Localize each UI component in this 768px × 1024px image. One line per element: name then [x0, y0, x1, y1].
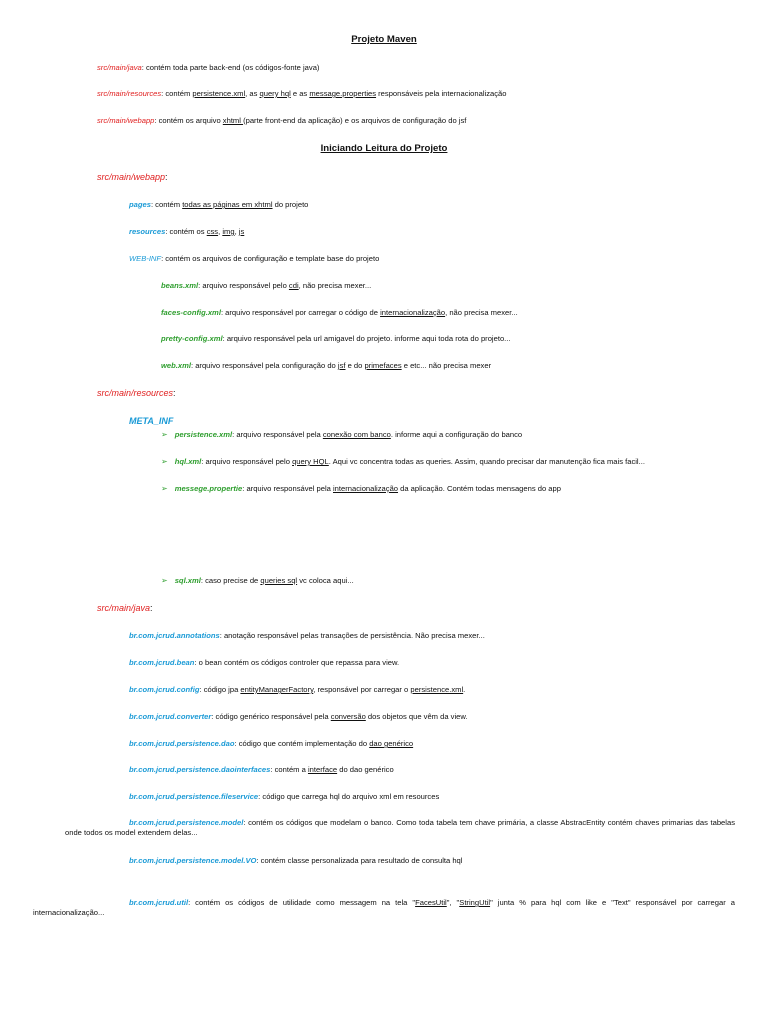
file-name: beans.xml	[161, 281, 199, 290]
underlined-term: dao genérico	[369, 739, 414, 748]
underlined-term: StringUtil	[459, 898, 491, 907]
top-item-webapp	[97, 116, 466, 126]
package-persistence-dao	[129, 739, 413, 749]
package-name: br.com.jcrud.persistence.dao	[129, 739, 235, 748]
description: : contém classe personalizada para resultado de consulta hql	[256, 856, 463, 865]
underlined-term: conexão com banco	[322, 430, 391, 439]
package-name: br.com.jcrud.persistence.fileservice	[129, 792, 259, 801]
description: , as	[245, 89, 260, 98]
description: responsáveis pela internacionalização	[376, 89, 507, 98]
underlined-term: query HQL	[292, 457, 329, 466]
underlined-term: entityManagerFactory	[240, 685, 314, 694]
description: : contém os arquivos de configuração e template base do projeto	[161, 254, 380, 263]
description: , não precisa mexer...	[445, 308, 518, 317]
file-hql-xml	[161, 457, 645, 467]
description: : código que carrega hql do arquivo xml em resources	[258, 792, 440, 801]
underlined-term: cdi	[288, 281, 299, 290]
underlined-term: conversão	[330, 712, 366, 721]
file-sql-xml	[161, 576, 354, 586]
description: ,	[218, 227, 223, 236]
description: : anotação responsável pelas transações de persistência. Não precisa mexer...	[219, 631, 485, 640]
folder-name: WEB-INF	[129, 254, 162, 263]
section-header-label: src/main/webapp	[97, 172, 166, 182]
folder-name: pages	[129, 200, 151, 209]
section-header-label: src/main/java	[97, 603, 151, 613]
file-messege-propertie	[161, 484, 561, 494]
description: do projeto	[272, 200, 309, 209]
description: , não precisa mexer...	[298, 281, 372, 290]
underlined-term: queries sql	[260, 576, 298, 585]
underlined-term: persistence.xml	[410, 685, 464, 694]
underlined-term: todas as páginas em xhtml	[182, 200, 273, 209]
underlined-term: css	[206, 227, 219, 236]
arrow-bullet-icon: ➢	[161, 576, 168, 585]
folder-meta-inf: META_INF	[129, 416, 174, 426]
folder-name: resources	[129, 227, 166, 236]
description: . Aqui vc concentra todas as queries. Assim, quando precisar dar manutenção fica mais facil...	[328, 457, 645, 466]
description: : contém toda parte back-end (os códigos-fonte java)	[141, 63, 320, 72]
description: : contém os códigos que modelam o banco. Como toda tabela tem chave primária, a classe AbstracEntity contém chaves primarias das tabelas onde todos os model extendem delas...	[65, 818, 735, 837]
section-header-resources: src/main/resources:	[97, 388, 176, 398]
description: ", "	[446, 898, 460, 907]
description: : arquivo responsável pelo	[198, 281, 289, 290]
file-name: pretty-config.xml	[161, 334, 223, 343]
arrow-bullet-icon: ➢	[161, 484, 168, 493]
file-name: sql.xml	[174, 576, 201, 585]
description: : arquivo responsável por carregar o código de	[220, 308, 381, 317]
description: : o bean contém os códigos controler que repassa para view.	[194, 658, 400, 667]
path-label: src/main/java	[97, 63, 142, 72]
description: . informe aqui a configuração do banco	[390, 430, 523, 439]
package-persistence-model	[65, 818, 735, 838]
underlined-term: xhtml	[222, 116, 244, 125]
file-name: persistence.xml	[174, 430, 233, 439]
package-name: br.com.jcrud.persistence.model	[129, 818, 244, 827]
description: : arquivo responsável pelo	[201, 457, 293, 466]
file-name: faces-config.xml	[161, 308, 221, 317]
description: : arquivo responsável pela	[242, 484, 333, 493]
package-name: br.com.jcrud.persistence.model.VO	[129, 856, 257, 865]
description: : contém	[150, 200, 183, 209]
file-web-xml	[161, 361, 491, 371]
folder-pages	[129, 200, 308, 210]
package-persistence-model-vo	[129, 856, 462, 866]
underlined-term: img	[222, 227, 235, 236]
package-name: br.com.jcrud.annotations	[129, 631, 220, 640]
section-title: Iniciando Leitura do Projeto	[320, 143, 448, 154]
package-persistence-daointerfaces	[129, 765, 394, 775]
file-faces-config-xml	[161, 308, 518, 318]
description: e as	[290, 89, 310, 98]
file-name: hql.xml	[174, 457, 202, 466]
description: : contém os códigos de utilidade como messagem na tela "	[188, 898, 416, 907]
description: e do	[345, 361, 365, 370]
underlined-term: jsf	[337, 361, 346, 370]
description: e etc... não precisa mexer	[401, 361, 492, 370]
description: : código jpa	[199, 685, 241, 694]
description: : arquivo responsável pela url amigavel do projeto. informe aqui toda rota do projeto...	[222, 334, 511, 343]
top-item-resources	[97, 89, 507, 99]
package-name: br.com.jcrud.converter	[129, 712, 212, 721]
description: ,	[234, 227, 239, 236]
file-name: messege.propertie	[174, 484, 243, 493]
path-label: src/main/resources	[97, 89, 162, 98]
underlined-term: query hql	[259, 89, 291, 98]
description: .	[463, 685, 466, 694]
file-beans-xml	[161, 281, 371, 291]
description: (parte front-end da aplicação) e os arquivos de configuração do jsf	[243, 116, 467, 125]
section-header-java: src/main/java:	[97, 603, 153, 613]
package-name: br.com.jcrud.config	[129, 685, 200, 694]
description: vc coloca aqui...	[297, 576, 354, 585]
underlined-term: interface	[307, 765, 338, 774]
folder-resources	[129, 227, 244, 237]
description: : contém os arquivo	[154, 116, 223, 125]
description: dos objetos que vêm da view.	[365, 712, 468, 721]
description: : caso precise de	[200, 576, 261, 585]
description: : código genérico responsável pela	[211, 712, 331, 721]
underlined-term: primefaces	[364, 361, 402, 370]
package-name: br.com.jcrud.bean	[129, 658, 195, 667]
package-persistence-fileservice	[129, 792, 439, 802]
file-name: web.xml	[161, 361, 191, 370]
description: : código que contém implementação do	[234, 739, 370, 748]
description: : contém os	[165, 227, 207, 236]
description: da aplicação. Contém todas mensagens do app	[398, 484, 561, 493]
file-pretty-config-xml	[161, 334, 511, 344]
description: : arquivo responsável pela	[232, 430, 323, 439]
underlined-term: internacionalização	[333, 484, 399, 493]
section-header-webapp: src/main/webapp:	[97, 172, 168, 182]
underlined-term: persistence.xml	[192, 89, 246, 98]
description: , responsável por carregar o	[313, 685, 411, 694]
folder-web-inf	[129, 254, 379, 264]
package-annotations	[129, 631, 485, 641]
package-config	[129, 685, 465, 695]
arrow-bullet-icon: ➢	[161, 430, 168, 439]
description: do dao genérico	[337, 765, 394, 774]
file-persistence-xml	[161, 430, 522, 440]
underlined-term: FacesUtil	[415, 898, 447, 907]
package-name: br.com.jcrud.persistence.daointerfaces	[129, 765, 271, 774]
package-converter	[129, 712, 468, 722]
arrow-bullet-icon: ➢	[161, 457, 168, 466]
top-item-java	[97, 63, 319, 73]
description: : arquivo responsável pela configuração do	[190, 361, 338, 370]
package-util	[33, 898, 735, 918]
underlined-term: message.properties	[309, 89, 377, 98]
package-bean	[129, 658, 399, 668]
description: : contém a	[270, 765, 308, 774]
path-label: src/main/webapp	[97, 116, 155, 125]
description: " junta % para hql com like e "Text" responsável por carregar a internacionalização...	[33, 898, 735, 917]
description: : contém	[161, 89, 193, 98]
section-header-label: src/main/resources	[97, 388, 174, 398]
underlined-term: internacionalização	[380, 308, 446, 317]
page-title: Projeto Maven	[351, 34, 417, 45]
underlined-term: js	[238, 227, 245, 236]
package-name: br.com.jcrud.util	[129, 898, 189, 907]
